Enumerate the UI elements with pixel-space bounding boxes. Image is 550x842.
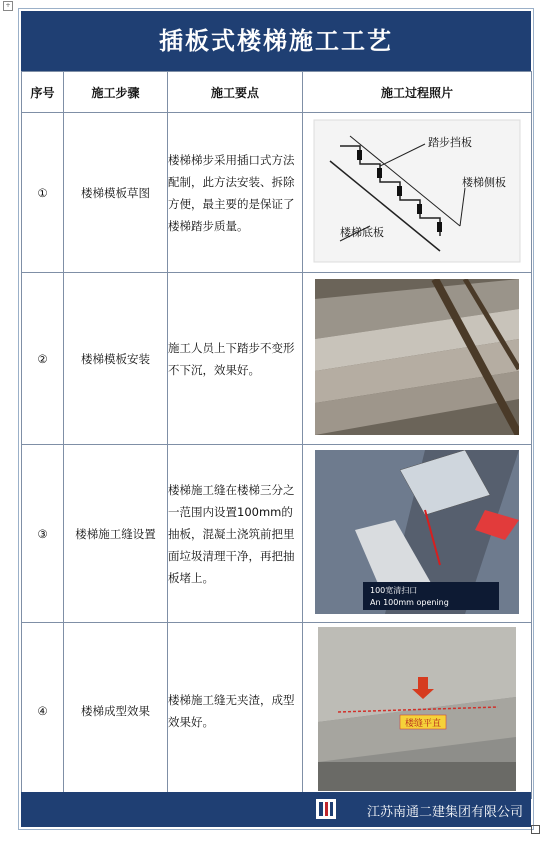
key-points: 施工人员上下踏步不变形不下沉，效果好。	[168, 273, 303, 445]
key-points: 楼梯梯步采用插口式方法配制，此方法安装、拆除方便，最主要的是保证了楼梯踏步质量。	[168, 113, 303, 273]
photo-cell	[303, 623, 532, 799]
photo-cell	[303, 113, 532, 273]
key-points: 楼梯施工缝无夹渣，成型效果好。	[168, 623, 303, 799]
joint-caption-cn: 100宽清扫口	[370, 586, 418, 595]
table-row	[22, 623, 532, 799]
header-cell-point: 施工要点	[168, 72, 303, 113]
table-resize-handle-icon[interactable]	[531, 825, 540, 834]
header-row	[22, 72, 532, 113]
construction-joint-render	[315, 450, 519, 614]
table-move-handle-icon[interactable]: +	[3, 1, 13, 11]
header-cell-step: 施工步骤	[64, 72, 168, 113]
row-number: ③	[22, 445, 64, 623]
header-cell-photo: 施工过程照片	[303, 72, 532, 113]
footer-bar	[21, 792, 531, 827]
formwork-install-photo	[315, 279, 519, 435]
sketch-label-side: 楼梯侧板	[462, 176, 506, 189]
photo-cell	[303, 273, 532, 445]
photo-cell	[303, 445, 532, 623]
row-number: ④	[22, 623, 64, 799]
step-name: 楼梯施工缝设置	[64, 445, 168, 623]
sketch-label-tread: 踏步挡板	[428, 136, 472, 149]
stair-formwork-sketch	[310, 116, 524, 266]
process-sheet	[18, 8, 534, 830]
header-cell-num: 序号	[22, 72, 64, 113]
finished-stair-photo	[318, 627, 516, 791]
sketch-label-bottom: 楼梯底板	[340, 226, 384, 239]
process-table	[21, 71, 532, 799]
joint-label: 楼缝平直	[405, 719, 442, 729]
step-name: 楼梯成型效果	[64, 623, 168, 799]
row-number: ②	[22, 273, 64, 445]
company-name: 江苏南通二建集团有限公司	[366, 805, 523, 820]
step-name: 楼梯模板草图	[64, 113, 168, 273]
row-number: ①	[22, 113, 64, 273]
step-name: 楼梯模板安装	[64, 273, 168, 445]
joint-caption-en: An 100mm opening	[370, 598, 449, 607]
company-logo-icon	[316, 799, 336, 819]
table-row	[22, 445, 532, 623]
page-title: 插板式楼梯施工工艺	[21, 11, 531, 71]
table-row	[22, 273, 532, 445]
key-points: 楼梯施工缝在楼梯三分之一范围内设置100mm的抽板，混凝土浇筑前把里面垃圾清理干净，再把抽板堵上。	[168, 445, 303, 623]
table-row	[22, 113, 532, 273]
